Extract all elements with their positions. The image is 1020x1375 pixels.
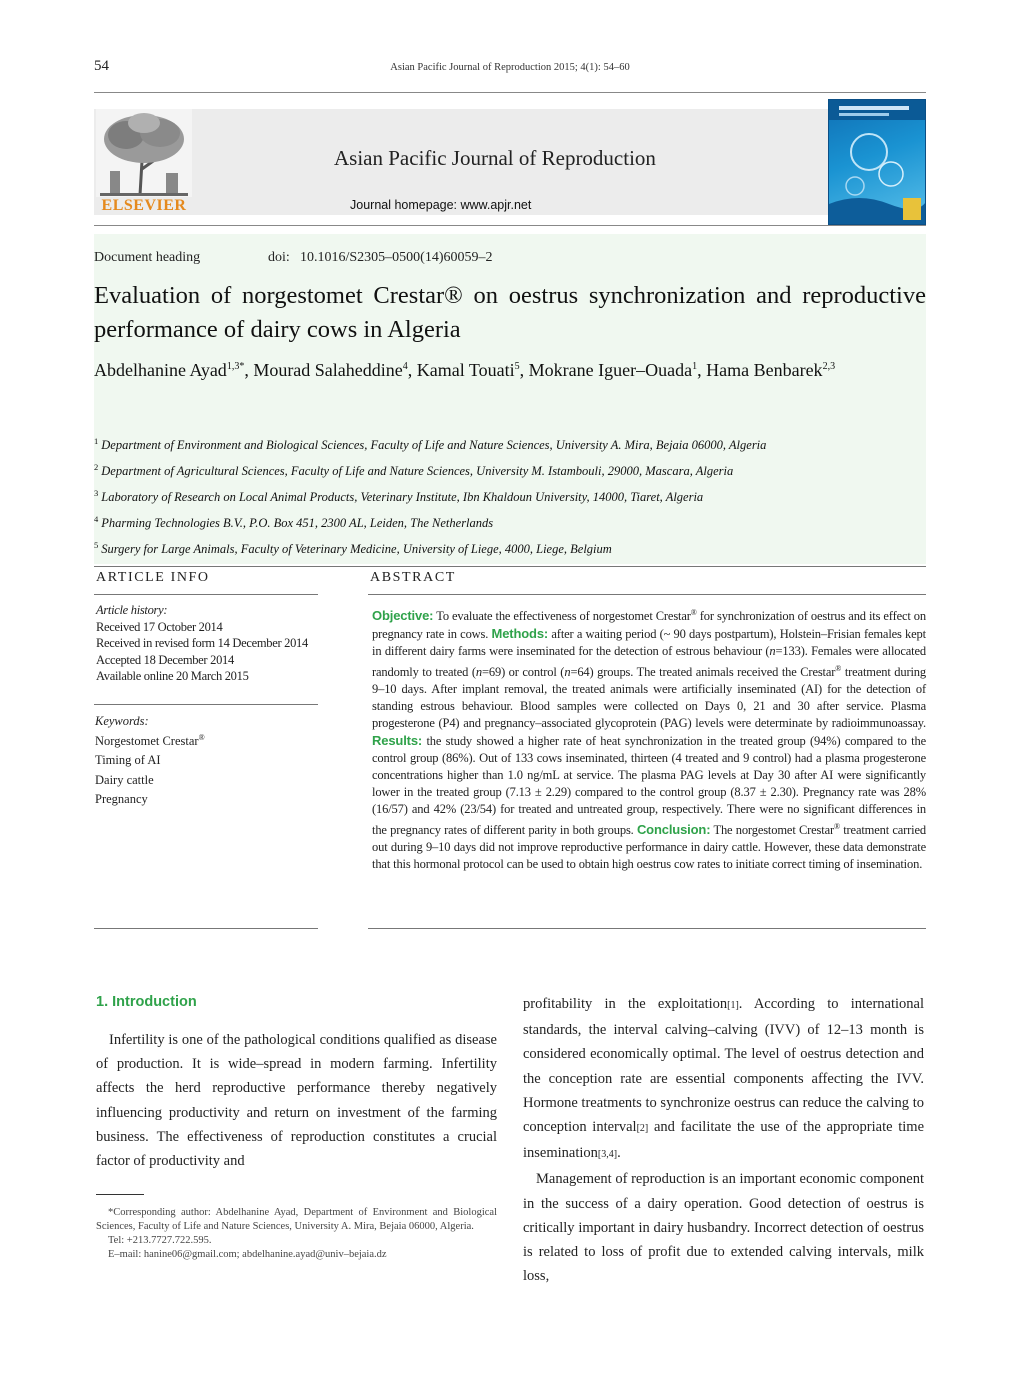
section-heading-introduction: 1. Introduction [96,994,197,1010]
text-run: for synchronization of oestrus and its effect on pregnancy rate in cows. [372,609,926,642]
keyword: Timing of AI [95,753,161,768]
body-column-right [523,992,924,1288]
article-info-heading: ARTICLE INFO [96,570,210,585]
doi-link[interactable]: 10.1016/S2305–0500(14)60059–2 [300,250,493,265]
italic-text: n [475,665,482,680]
registered-mark: ® [835,664,842,674]
body-column-left [96,1028,497,1173]
running-head: Asian Pacific Journal of Reproduction 2015; 4(1): 54–60 [390,62,630,73]
citation-ref[interactable]: [2] [636,1123,649,1135]
keyword: Dairy cattle [95,772,154,787]
keywords-label: Keywords: [95,714,149,728]
registered-mark: ® [834,822,840,832]
registered-mark: ® [690,608,697,617]
author-affiliation-marker: 4 [402,361,408,372]
abstract-keyword-label: Conclusion: [636,822,711,838]
footnote-tel: Tel: +213.7727.722.595. [108,1235,212,1246]
affiliation-number: 5 [94,540,99,550]
text-run: profitability in the exploitation [523,996,728,1012]
body-paragraph [523,992,924,1167]
abstract-keyword-label: Methods: [491,626,549,642]
text-run: and facilitate the use of the appropriate time insemination [523,1119,925,1162]
body-paragraph [523,1167,924,1288]
divider [94,594,318,595]
text-run: =64) groups. The treated animals received the Crestar [570,665,836,680]
author-affiliation-marker: 1 [692,361,698,372]
corresponding-author-footnote [96,1206,497,1262]
affiliation-3 [94,488,926,505]
article-history [96,602,318,685]
journal-homepage-link[interactable]: Journal homepage: www.apjr.net [350,198,532,212]
affiliation-number: 4 [94,514,99,524]
footnote-email[interactable]: E–mail: hanine06@gmail.com; abdelhanine.ayad@univ–bejaia.dz [108,1249,387,1260]
abstract-text [372,604,926,873]
author-separator: , [697,360,707,380]
affiliation-text: Pharming Technologies B.V., P.O. Box 451, 2300 AL, Leiden, The Netherlands [101,516,494,531]
abstract-heading: ABSTRACT [370,570,456,585]
divider [94,566,926,567]
text-run: Management of reproduction is an important economic component in the success of a dairy operation. Good detection of oestrus is critically important in dairy husbandry. Incorrect detection of oestrus is related to loss of profit due to extended calving intervals, milk loss, [523,1171,924,1285]
author-separator: , [244,360,254,380]
divider [94,928,318,929]
author-name: Abdelhanine Ayad [94,360,227,380]
affiliation-text: Department of Environment and Biological Sciences, Faculty of Life and Nature Sciences, University A. Mira, Bejaia 06000, Algeria [101,438,767,453]
history-online: Available online 20 March 2015 [96,669,249,683]
text-run: =133). Females were allocated randomly to treated ( [372,644,927,680]
abstract-keyword-label: Results: [372,733,423,749]
affiliation-5 [94,540,926,557]
text-run: =69) or control ( [481,665,565,680]
affiliation-number: 1 [94,436,99,446]
affiliation-text: Laboratory of Research on Local Animal Products, Veterinary Institute, Ibn Khaldoun University, 14000, Tiaret, Algeria [101,490,704,505]
affiliation-number: 3 [94,488,99,498]
author-name: Hama Benbarek [706,360,823,380]
footnote-divider [96,1194,144,1195]
author-affiliation-marker: 1,3* [226,361,245,372]
body-paragraph [96,1028,497,1173]
author-affiliation-marker: 2,3 [822,361,836,372]
affiliation-number: 2 [94,462,99,472]
text-run: To evaluate the effectiveness of norgestomet Crestar [433,609,691,624]
history-revised: Received in revised form 14 December 2014 [96,636,308,650]
text-run: treatment carried out during 9–10 days did not improve reproductive performance in dairy cattle. However, these data demonstrate that this hormonal protocol can be used to obtain high oestrus cow rates to initiate correct timing of insemination. [372,823,927,872]
text-run: after a waiting period (~ 90 days postpartum), Holstein–Frisian females kept in different dairy farms were inseminated for the detection of estrous behaviour ( [372,627,926,659]
author-name: Mokrane Iguer–Ouada [528,360,693,380]
journal-cover-icon [828,99,926,225]
author-name: Kamal Touati [416,360,515,380]
affiliation-text: Department of Agricultural Sciences, Faculty of Life and Nature Sciences, University M. Istambouli, 29000, Mascara, Algeria [101,464,734,479]
doi-label: doi: [268,250,290,265]
text-run: . According to international standards, the interval calving–calving (IVV) of 12–13 month is considered economically optimal. The level of oestrus detection and the conception rate are essential components affecting the IVV. Hormone treatments to synchronize oestrus can reduce the calving to conception interval [523,996,924,1136]
article-title: Evaluation of norgestomet Crestar® on oestrus synchronization and reproductive performance of dairy cows in Algeria [94,282,926,343]
footnote-author: *Corresponding author: Abdelhanine Ayad, Department of Environment and Biological Sciences, Faculty of Life and Nature Sciences, University A. Mira, Bejaia 06000, Algeria. [96,1207,497,1232]
affiliation-4 [94,514,926,531]
elsevier-wordmark: ELSEVIER [101,197,187,214]
history-accepted: Accepted 18 December 2014 [96,652,234,667]
italic-text: n [564,665,571,680]
author-affiliation-marker: 5 [514,361,520,372]
divider [368,928,926,929]
affiliation-1 [94,436,926,453]
author-name: Mourad Salaheddine [253,360,403,380]
author-separator: , [519,360,529,380]
keyword: Pregnancy [95,792,148,807]
citation-ref[interactable]: [1] [727,1000,739,1011]
history-received: Received 17 October 2014 [96,619,223,634]
divider [368,594,926,595]
author-list [94,353,926,384]
text-run: treatment during 9–10 days. After implant removal, the treated animals were artificially inseminated (AI) for the detection of standing estrous behaviour. Blood samples were collected on Days 0, 21 and 30 after service. Plasma progesterone (P4) and pregnancy–associated glycoprotein (PAG) levels were determinate by radioimmunoassay. [372,665,926,731]
article-history-label: Article history: [96,603,168,617]
journal-name: Asian Pacific Journal of Reproduction [334,146,656,170]
page-number: 54 [94,58,109,74]
affiliation-text: Surgery for Large Animals, Faculty of Veterinary Medicine, University of Liege, 4000, Liege, Belgium [101,542,612,557]
keywords-block [95,713,317,808]
citation-ref[interactable]: [3,4] [597,1149,618,1161]
text-run: Infertility is one of the pathological conditions qualified as disease of production. It is wide–spread in modern farming. Infertility affects the herd reproductive performance thereby negatively influencing productivity and return on investment of the farming business. The effectiveness of reproduction constitutes a crucial factor of productivity and [96,1032,497,1170]
document-heading: Document heading [94,250,201,265]
affiliation-2 [94,462,926,479]
text-run: . [617,1145,621,1162]
journal-masthead [94,92,926,226]
italic-text: n [769,644,776,659]
text-run: The norgestomet Crestar [710,823,834,838]
abstract-keyword-label: Objective: [372,608,434,624]
text-run: the study showed a higher rate of heat synchronization in the treated group (94%) compared to the control group (86%). Out of 133 cows inseminated, thirteen (4 treated and 9 control) had a plasma progesterone concentrations higher than 1.0 ng/mL at service. The plasma PAG levels at Day 30 after AI were significantly lower in the treated group (7.13 ± 2.29) compared to the control group (8.37 ± 2.30). Pregnancy rate was 28% (16/57) and 42% (23/54) for treated and untreated group, respectively. There were no significant differences in the pregnancy rates of different parity in both groups. [372,734,926,838]
author-separator: , [407,360,417,380]
divider [94,704,318,705]
keyword: Norgestomet Crestar® [95,732,205,748]
